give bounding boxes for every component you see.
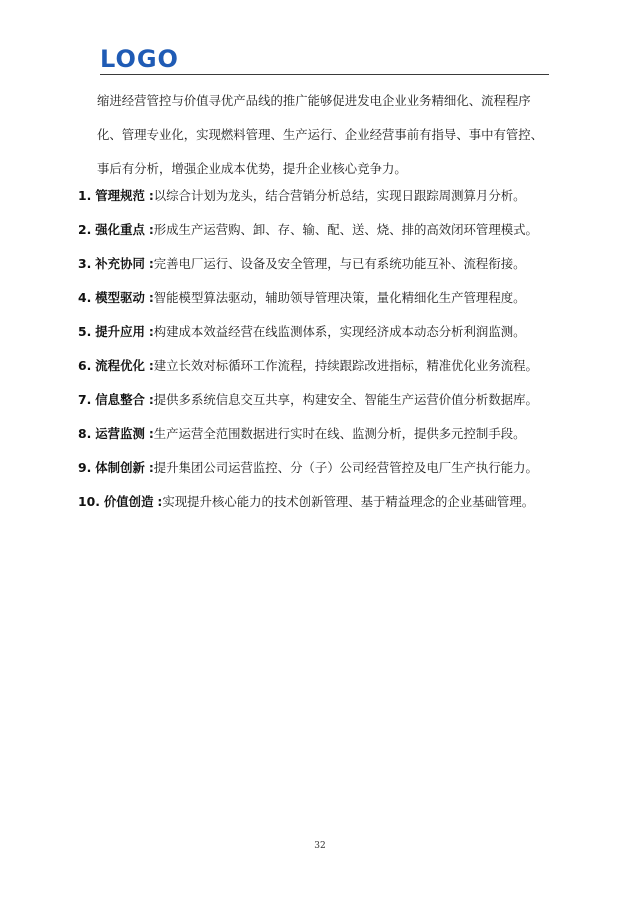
page-header <box>100 46 549 75</box>
item-colon: : <box>148 324 154 339</box>
item-colon: : <box>148 358 154 373</box>
intro-line: 事后有分析，增强企业成本优势，提升企业核心竞争力。 <box>97 161 407 176</box>
item-number: 9. <box>78 460 92 475</box>
intro-line: 化、管理专业化，实现燃料管理、生产运行、企业经营事前有指导、事中有管控、 <box>97 127 544 142</box>
item-term: 提升应用 <box>95 324 145 339</box>
list-item <box>78 390 538 410</box>
list-item <box>78 356 538 376</box>
list-item <box>78 322 526 342</box>
item-number: 3. <box>78 256 92 271</box>
item-colon: : <box>157 494 163 509</box>
list-item <box>78 220 538 240</box>
item-term: 管理规范 <box>95 188 145 203</box>
item-description: 提供多系统信息交互共享，构建安全、智能生产运营价值分析数据库。 <box>153 392 538 407</box>
intro-line: 缩进经营管控与价值寻优产品线的推广能够促进发电企业业务精细化、流程程序 <box>97 93 531 108</box>
list-item <box>78 254 526 274</box>
item-description: 智能模型算法驱动，辅助领导管理决策，量化精细化生产管理程度。 <box>153 290 526 305</box>
item-number: 2. <box>78 222 92 237</box>
item-description: 以综合计划为龙头，结合营销分析总结，实现日跟踪周测算月分析。 <box>153 188 526 203</box>
item-term: 模型驱动 <box>95 290 145 305</box>
item-number: 10. <box>78 494 100 509</box>
item-description: 生产运营全范围数据进行实时在线、监测分析，提供多元控制手段。 <box>153 426 526 441</box>
item-term: 信息整合 <box>95 392 145 407</box>
item-colon: : <box>148 460 154 475</box>
item-term: 运营监测 <box>95 426 145 441</box>
list-item <box>78 288 526 308</box>
item-description: 完善电厂运行、设备及安全管理，与已有系统功能互补、流程衔接。 <box>153 256 526 271</box>
item-description: 构建成本效益经营在线监测体系，实现经济成本动态分析利润监测。 <box>153 324 526 339</box>
item-term: 体制创新 <box>95 460 145 475</box>
item-number: 5. <box>78 324 92 339</box>
item-number: 7. <box>78 392 92 407</box>
item-colon: : <box>148 426 154 441</box>
intro-paragraph <box>97 84 557 186</box>
list-item <box>78 458 538 478</box>
item-term: 价值创造 <box>103 494 154 509</box>
item-colon: : <box>148 188 154 203</box>
item-term: 补充协同 <box>95 256 145 271</box>
item-number: 8. <box>78 426 92 441</box>
item-number: 6. <box>78 358 92 373</box>
item-term: 流程优化 <box>95 358 145 373</box>
item-colon: : <box>148 256 154 271</box>
item-number: 4. <box>78 290 92 305</box>
item-colon: : <box>148 290 154 305</box>
item-colon: : <box>148 392 154 407</box>
item-description: 建立长效对标循环工作流程，持续跟踪改进指标，精准优化业务流程。 <box>153 358 538 373</box>
item-number: 1. <box>78 188 92 203</box>
item-term: 强化重点 <box>95 222 145 237</box>
item-description: 实现提升核心能力的技术创新管理、基于精益理念的企业基础管理。 <box>162 494 535 509</box>
item-colon: : <box>148 222 154 237</box>
list-item <box>78 492 534 512</box>
logo: LOGO <box>100 45 179 73</box>
item-description: 形成生产运营购、卸、存、输、配、送、烧、排的高效闭环管理模式。 <box>153 222 538 237</box>
list-item <box>78 186 526 206</box>
list-item <box>78 424 526 444</box>
item-description: 提升集团公司运营监控、分（子）公司经营管控及电厂生产执行能力。 <box>153 460 538 475</box>
page-number: 32 <box>314 841 326 851</box>
